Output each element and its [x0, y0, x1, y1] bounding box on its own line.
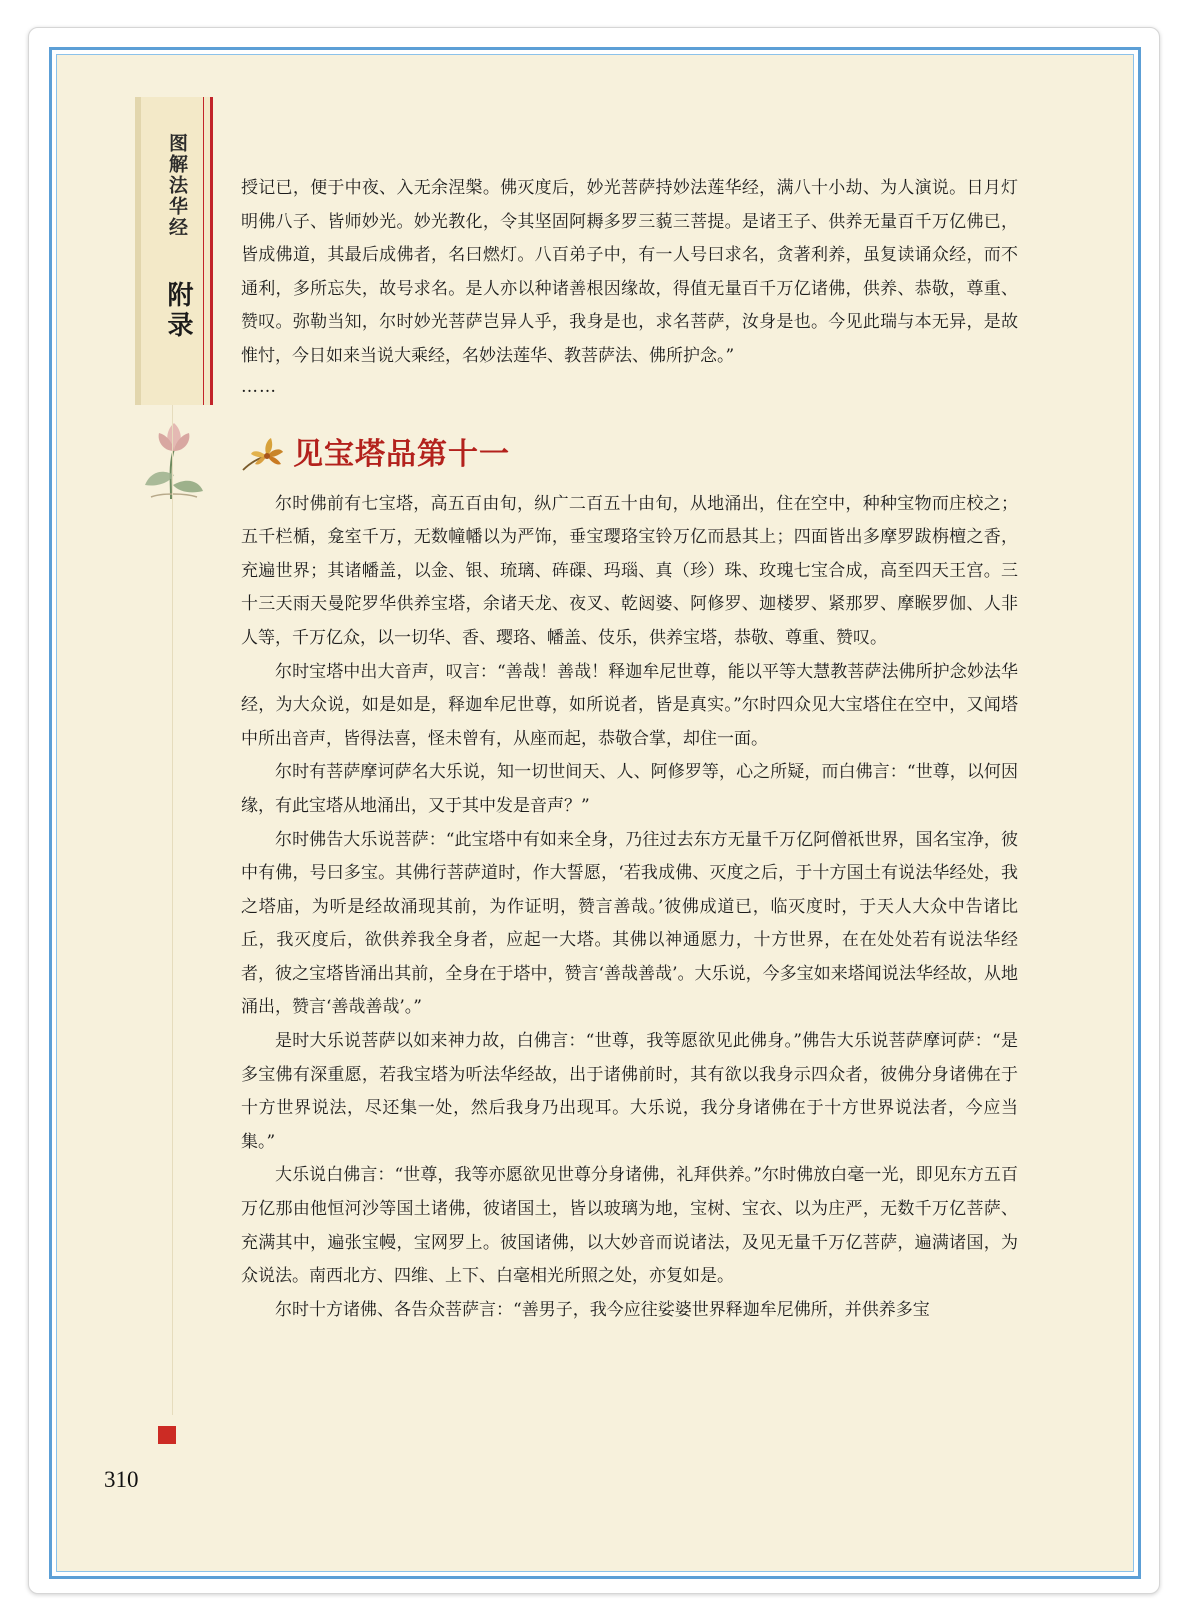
body-paragraph-2: 尔时宝塔中出大音声，叹言：“善哉！善哉！释迦牟尼世尊，能以平等大慧教菩萨法佛所护念妙法华经，为大众说，如是如是，释迦牟尼世尊，如所说者，皆是真实。”尔时四众见大宝塔住在空中，又闻塔中所出音声，皆得法喜，怪未曾有，从座而起，恭敬合掌，却住一面。 — [241, 661, 1018, 749]
page-body — [241, 172, 1018, 1327]
chapter-side-tab — [135, 97, 213, 405]
chapter-title: 见宝塔品第十一 — [293, 436, 510, 472]
margin-rule — [172, 405, 173, 1415]
body-paragraph-3: 尔时有菩萨摩诃萨名大乐说，知一切世间天、人、阿修罗等，心之所疑，而白佛言：“世尊，以何因缘，有此宝塔从地涌出，又于其中发是音声？” — [241, 762, 1018, 816]
page-number: 310 — [104, 1467, 139, 1492]
section-label: 附录 — [163, 281, 193, 341]
book-title: 图解法华经 — [166, 133, 188, 238]
side-tab-rule — [203, 97, 204, 405]
side-tab-shadow — [135, 97, 141, 405]
body-paragraph-4: 尔时佛告大乐说菩萨：“此宝塔中有如来全身，乃往过去东方无量千万亿阿僧祇世界，国名宝净，彼中有佛，号曰多宝。其佛行菩萨道时，作大誓愿，‘若我成佛、灭度之后，于十方国土有说法华经处，我之塔庙，为听是经故涌现其前，为作证明，赞言善哉。’彼佛成道已，临灭度时，于天人大众中告诸比丘，我灭度后，欲供养我全身者，应起一大塔。其佛以神通愿力，十方世界，在在处处若有说法华经者，彼之宝塔皆涌出其前，全身在于塔中，赞言‘善哉善哉’。大乐说，今多宝如来塔闻说法华经故，从地涌出，赞言‘善哉善哉’。” — [241, 829, 1018, 1018]
body-paragraph-7: 尔时十方诸佛、各告众菩萨言：“善男子，我今应往娑婆世界释迦牟尼佛所，并供养多宝 — [275, 1299, 930, 1320]
lotus-flower-icon — [237, 436, 283, 474]
body-paragraph-5: 是时大乐说菩萨以如来神力故，白佛言：“世尊，我等愿欲见此佛身。”佛告大乐说菩萨摩诃萨：“是多宝佛有深重愿，若我宝塔为听法华经故，出于诸佛前时，其有欲以我身示四众者，彼佛分身诸佛在于十方世界说法，尽还集一处，然后我身乃出现耳。大乐说，我分身诸佛在于十方世界说法者，今应当集。” — [241, 1031, 1018, 1152]
lotus-icon — [141, 415, 205, 499]
red-seal-mark — [158, 1426, 176, 1444]
chapter-heading — [241, 436, 1018, 474]
intro-paragraph: 授记已，便于中夜、入无余涅槃。佛灭度后，妙光菩萨持妙法莲华经，满八十小劫、为人演说。日月灯明佛八子、皆师妙光。妙光教化，令其坚固阿耨多罗三藐三菩提。是诸王子、供养无量百千万亿佛已，皆成佛道，其最后成佛者，名曰燃灯。八百弟子中，有一人号曰求名，贪著利养，虽复读诵众经，而不通利，多所忘失，故号求名。是人亦以种诸善根因缘故，得值无量百千万亿诸佛，供养、恭敬，尊重、赞叹。弥勒当知，尔时妙光菩萨岂异人乎，我身是也，求名菩萨，汝身是也。今见此瑞与本无异，是故惟忖，今日如来当说大乘经，名妙法莲华、教菩萨法、佛所护念。” — [241, 178, 1018, 366]
body-paragraph-1: 尔时佛前有七宝塔，高五百由旬，纵广二百五十由旬，从地涌出，住在空中，种种宝物而庄校之；五千栏楯，龛室千万，无数幢幡以为严饰，垂宝璎珞宝铃万亿而悬其上；四面皆出多摩罗跋栴檀之香，充遍世界；其诸幡盖，以金、银、琉璃、砗磲、玛瑙、真（珍）珠、玫瑰七宝合成，高至四天王宫。三十三天雨天曼陀罗华供养宝塔，余诸天龙、夜叉、乾闼婆、阿修罗、迦楼罗、紧那罗、摩睺罗伽、人非人等，千万亿众，以一切华、香、璎珞、幡盖、伎乐，供养宝塔，恭敬、尊重、赞叹。 — [241, 493, 1018, 648]
body-paragraph-6: 大乐说白佛言：“世尊，我等亦愿欲见世尊分身诸佛，礼拜供养。”尔时佛放白毫一光，即见东方五百万亿那由他恒河沙等国土诸佛，彼诸国土，皆以玻璃为地，宝树、宝衣、以为庄严，无数千万亿菩萨、充满其中，遍张宝幔，宝网罗上。彼国诸佛，以大妙音而说诸法，及见无量千万亿菩萨，遍满诸国，为众说法。南西北方、四维、上下、白毫相光所照之处，亦复如是。 — [241, 1165, 1018, 1287]
ellipsis: …… — [241, 376, 277, 397]
